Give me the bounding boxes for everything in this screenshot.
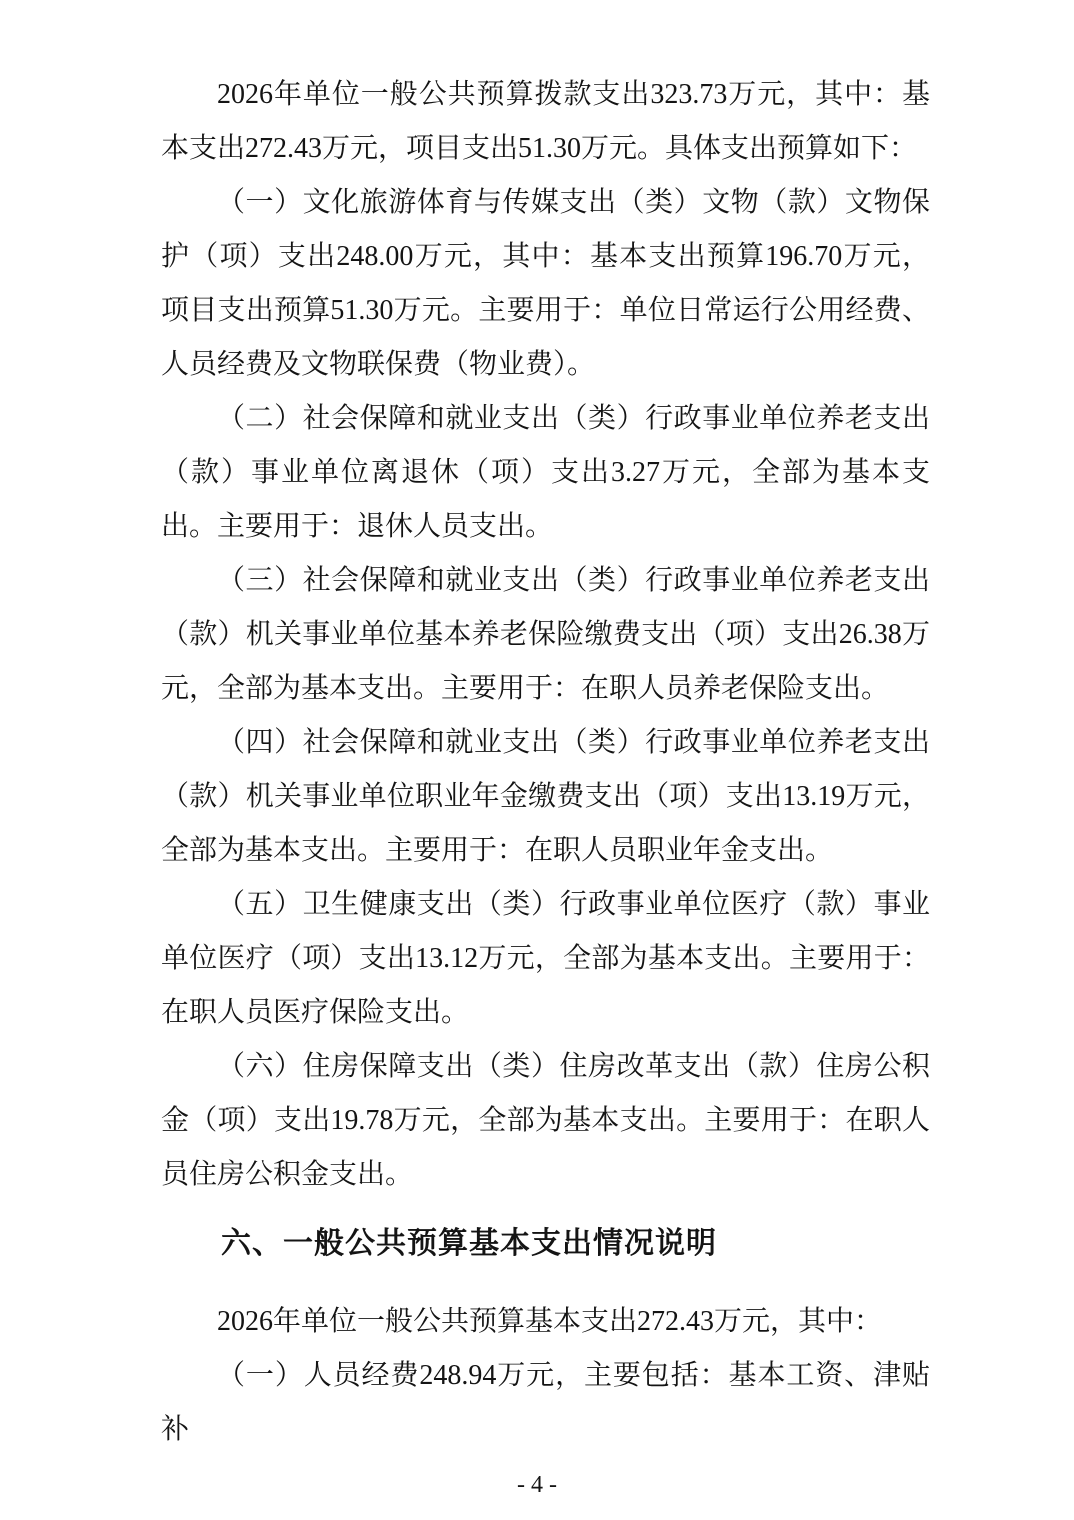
paragraph-overall-budget-expenditure: 2026年单位一般公共预算拨款支出323.73万元，其中：基本支出272.43万元，项目支出51.30万元。具体支出预算如下： [161, 79, 930, 164]
section-six-heading: 六、一般公共预算基本支出情况说明 [221, 1227, 717, 1260]
page-footer [0, 1470, 1074, 1500]
page-number: - 4 - [517, 1472, 557, 1498]
paragraph-item-6-housing-fund: （六）住房保障支出（类）住房改革支出（款）住房公积金（项）支出19.78万元，全部为基本支出。主要用于：在职人员住房公积金支出。 [161, 1051, 930, 1190]
page-content [161, 68, 930, 1457]
paragraph-personnel-expense: （一）人员经费248.94万元，主要包括：基本工资、津贴补 [161, 1360, 930, 1445]
paragraph-item-5-medical: （五）卫生健康支出（类）行政事业单位医疗（款）事业单位医疗（项）支出13.12万元，全部为基本支出。主要用于：在职人员医疗保险支出。 [161, 889, 930, 1028]
paragraph-item-4-occupational-annuity: （四）社会保障和就业支出（类）行政事业单位养老支出（款）机关事业单位职业年金缴费支出（项）支出13.19万元，全部为基本支出。主要用于：在职人员职业年金支出。 [161, 727, 930, 866]
paragraph-item-3-pension-insurance: （三）社会保障和就业支出（类）行政事业单位养老支出（款）机关事业单位基本养老保险缴费支出（项）支出26.38万元，全部为基本支出。主要用于：在职人员养老保险支出。 [161, 565, 930, 704]
paragraph-item-2-retirement: （二）社会保障和就业支出（类）行政事业单位养老支出（款）事业单位离退休（项）支出3.27万元，全部为基本支出。主要用于：退休人员支出。 [161, 403, 930, 542]
paragraph-basic-expenditure-intro: 2026年单位一般公共预算基本支出272.43万元，其中： [217, 1306, 883, 1337]
paragraph-item-1-culture-tourism: （一）文化旅游体育与传媒支出（类）文物（款）文物保护（项）支出248.00万元，其中：基本支出预算196.70万元，项目支出预算51.30万元。主要用于：单位日常运行公用经费、人员经费及文物联保费（物业费）。 [161, 187, 930, 380]
